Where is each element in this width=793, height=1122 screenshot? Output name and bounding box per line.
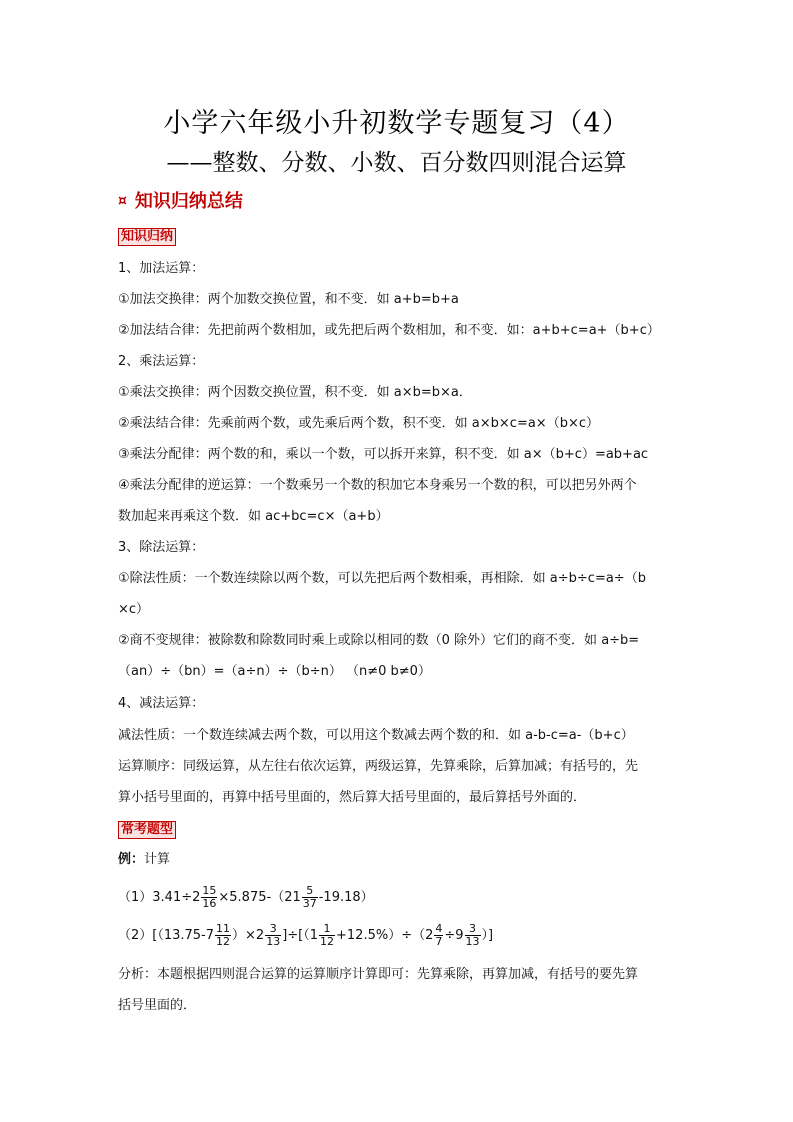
div-title: 3、除法运算： bbox=[118, 540, 205, 555]
example-heading bbox=[118, 850, 678, 870]
fraction-den: 12 bbox=[216, 935, 231, 948]
example-text: 计算 bbox=[144, 852, 171, 867]
document-subtitle: ——整数、分数、小数、百分数四则混合运算 bbox=[166, 150, 627, 176]
analysis-a: 分析：本题根据四则混合运算的运算顺序计算即可：先算乘除，再算加减，有括号的要先算 bbox=[118, 967, 639, 982]
fraction-num: 15 bbox=[202, 884, 217, 897]
add-rule-1: ①加法交换律：两个加数交换位置，和不变．如 a+b=b+a bbox=[118, 292, 459, 307]
problem-2-part: +12.5%）÷（2 bbox=[336, 928, 434, 943]
problem-1-part: ×5.875-（21 bbox=[218, 890, 301, 905]
fraction-num: 5 bbox=[302, 885, 318, 898]
add-title: 1、加法运算： bbox=[118, 261, 205, 276]
fraction-num: 4 bbox=[435, 922, 443, 935]
fraction-num: 11 bbox=[216, 922, 231, 935]
fraction-den: 16 bbox=[202, 897, 217, 910]
mul-title: 2、乘法运算： bbox=[118, 354, 205, 369]
sub-title: 4、减法运算： bbox=[118, 696, 205, 711]
fraction-num: 1 bbox=[319, 923, 335, 936]
problem-2-part: ÷9 bbox=[444, 928, 464, 943]
tag-knowledge: 知识归纳 bbox=[118, 228, 176, 246]
fraction bbox=[265, 923, 281, 948]
problem-2-part: （2）[（13.75-7 bbox=[118, 928, 215, 943]
problem-2-part: ]÷[（1 bbox=[282, 928, 319, 943]
fraction bbox=[465, 923, 481, 948]
tag-common: 常考题型 bbox=[118, 821, 176, 839]
fraction-num: 3 bbox=[465, 923, 481, 936]
order-rule-a: 运算顺序：同级运算，从左往右依次运算，两级运算，先算乘除，后算加减；有括号的，先 bbox=[118, 759, 639, 774]
fraction-den: 13 bbox=[266, 935, 281, 948]
example-label: 例： bbox=[118, 852, 145, 867]
problem-1 bbox=[118, 884, 678, 912]
fraction-num: 3 bbox=[265, 923, 281, 936]
sub-rule-1: 减法性质：一个数连续减去两个数，可以用这个数减去两个数的和．如 a-b-c=a-（b+c） bbox=[118, 728, 634, 743]
problem-2-part: ）×2 bbox=[232, 928, 265, 943]
section-heading-text: 知识归纳总结 bbox=[134, 191, 243, 212]
div-rule-1b: ×c） bbox=[118, 602, 150, 617]
fraction bbox=[434, 923, 443, 948]
section-marker-icon: ¤ bbox=[118, 193, 127, 209]
problem-1-part: （1）3.41÷2 bbox=[118, 890, 201, 905]
div-rule-2b: （an）÷（bn）=（a÷n）÷（b÷n） （n≠0 b≠0） bbox=[118, 664, 431, 679]
mul-rule-3: ③乘法分配律：两个数的和，乘以一个数，可以拆开来算，积不变．如 a×（b+c）=ab+ac bbox=[118, 447, 649, 462]
fraction bbox=[201, 885, 217, 910]
fraction-den: 13 bbox=[465, 935, 480, 948]
mul-rule-4b: 数加起来再乘这个数．如 ac+bc=c×（a+b） bbox=[118, 509, 389, 524]
problem-2 bbox=[118, 922, 678, 950]
fraction-den: 12 bbox=[320, 935, 335, 948]
mul-rule-4a: ④乘法分配律的逆运算：一个数乘另一个数的积加它本身乘另一个数的积，可以把另外两个 bbox=[118, 478, 637, 493]
document-title: 小学六年级小升初数学专题复习（4） bbox=[163, 108, 630, 139]
section-heading bbox=[118, 187, 243, 213]
analysis-b: 括号里面的． bbox=[118, 998, 197, 1013]
fraction-den: 7 bbox=[435, 935, 443, 948]
fraction-den: 37 bbox=[302, 897, 317, 910]
div-rule-2a: ②商不变规律：被除数和除数同时乘上或除以相同的数（0 除外）它们的商不变．如 a÷b= bbox=[118, 633, 640, 648]
add-rule-2: ②加法结合律：先把前两个数相加，或先把后两个数相加，和不变．如：a+b+c=a+（b+c） bbox=[118, 323, 660, 338]
fraction bbox=[302, 885, 318, 910]
fraction bbox=[319, 923, 335, 948]
problem-2-part: ）] bbox=[481, 928, 494, 943]
mul-rule-2: ②乘法结合律：先乘前两个数，或先乘后两个数，积不变．如 a×b×c=a×（b×c） bbox=[118, 416, 599, 431]
problem-1-part: -19.18） bbox=[318, 890, 374, 905]
mul-rule-1: ①乘法交换律：两个因数交换位置，积不变．如 a×b=b×a． bbox=[118, 385, 472, 400]
div-rule-1a: ①除法性质：一个数连续除以两个数，可以先把后两个数相乘，再相除．如 a÷b÷c=a÷（b bbox=[118, 571, 646, 586]
order-rule-b: 算小括号里面的，再算中括号里面的，然后算大括号里面的，最后算括号外面的． bbox=[118, 790, 587, 805]
fraction bbox=[215, 923, 231, 948]
